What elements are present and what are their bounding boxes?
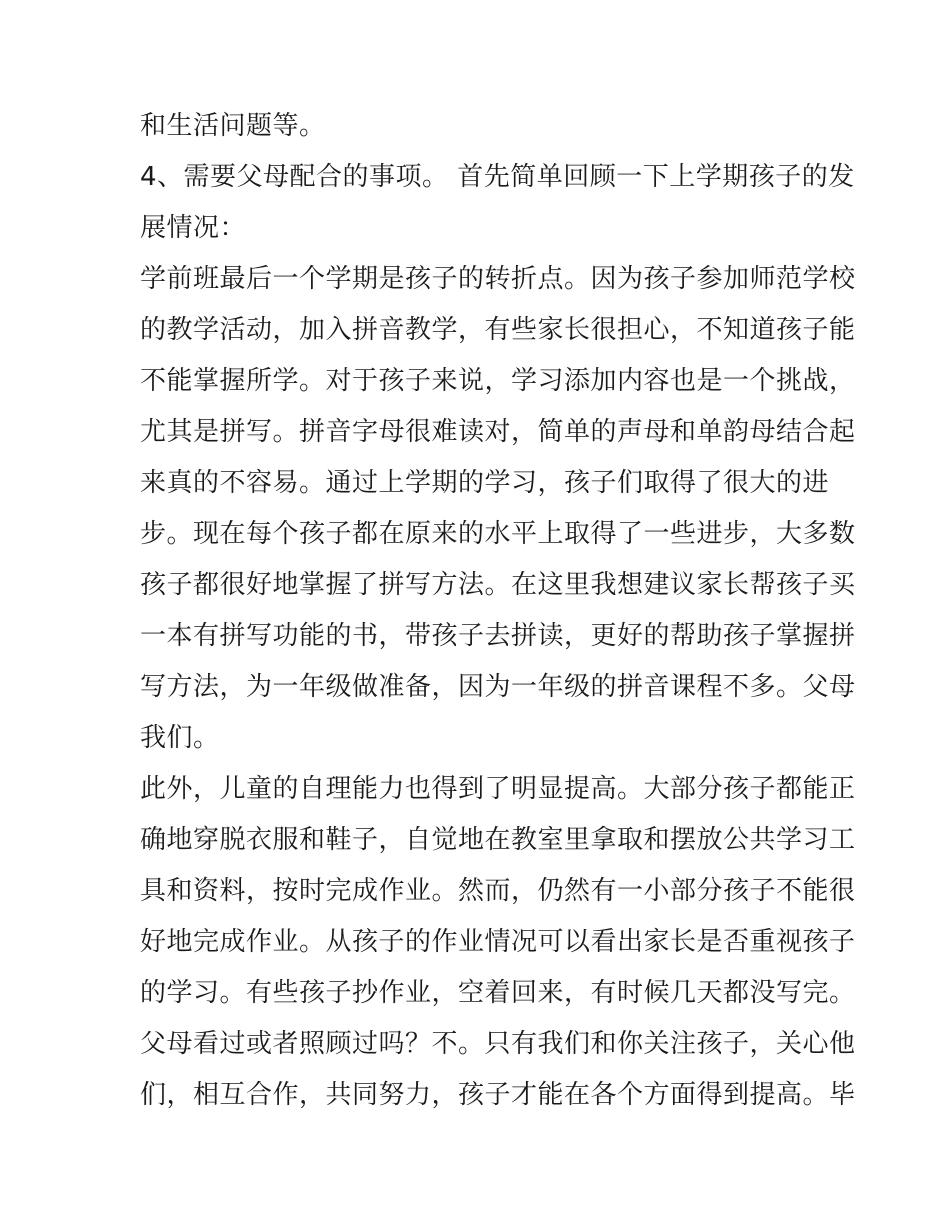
text-line: 展情况： [140,213,247,243]
text-line: 尤其是拼写。拼音字母很难读对，简单的声母和单韵母结合起 [140,417,856,447]
text-line: 父母看过或者照顾过吗？不。只有我们和你关注孩子，关心他 [140,1029,856,1059]
text-line: 此外，儿童的自理能力也得到了明显提高。大部分孩子都能正 [140,774,856,804]
text-line: 的学习。有些孩子抄作业，空着回来，有时候几天都没写完。 [140,978,856,1008]
text-line: 4、需要父母配合的事项。 首先简单回顾一下上学期孩子的发 [140,162,855,192]
text-line: 写方法，为一年级做准备，因为一年级的拼音课程不多。父母 [140,672,856,702]
text-line: 确地穿脱衣服和鞋子，自觉地在教室里拿取和摆放公共学习工 [140,825,856,855]
text-line: 好地完成作业。从孩子的作业情况可以看出家长是否重视孩子 [140,927,856,957]
text-line: 们，相互合作，共同努力，孩子才能在各个方面得到提高。毕 [140,1080,856,1110]
text-line: 孩子都很好地掌握了拼写方法。在这里我想建议家长帮孩子买 [140,570,856,600]
text-line: 的教学活动，加入拼音教学，有些家长很担心，不知道孩子能 [140,315,856,345]
text-line: 不能掌握所学。对于孩子来说，学习添加内容也是一个挑战， [140,366,856,396]
text-line: 学前班最后一个学期是孩子的转折点。因为孩子参加师范学校 [140,264,856,294]
text-line: 一本有拼写功能的书，带孩子去拼读，更好的帮助孩子掌握拼 [140,621,856,651]
text-line: 我们。 [140,723,220,753]
text-line: 具和资料，按时完成作业。然而，仍然有一小部分孩子不能很 [140,876,856,906]
text-line: 步。现在每个孩子都在原来的水平上取得了一些进步，大多数 [140,519,856,549]
document-body [140,101,856,1121]
text-line: 来真的不容易。通过上学期的学习，孩子们取得了很大的进 [140,468,830,498]
text-line: 和生活问题等。 [140,111,326,141]
